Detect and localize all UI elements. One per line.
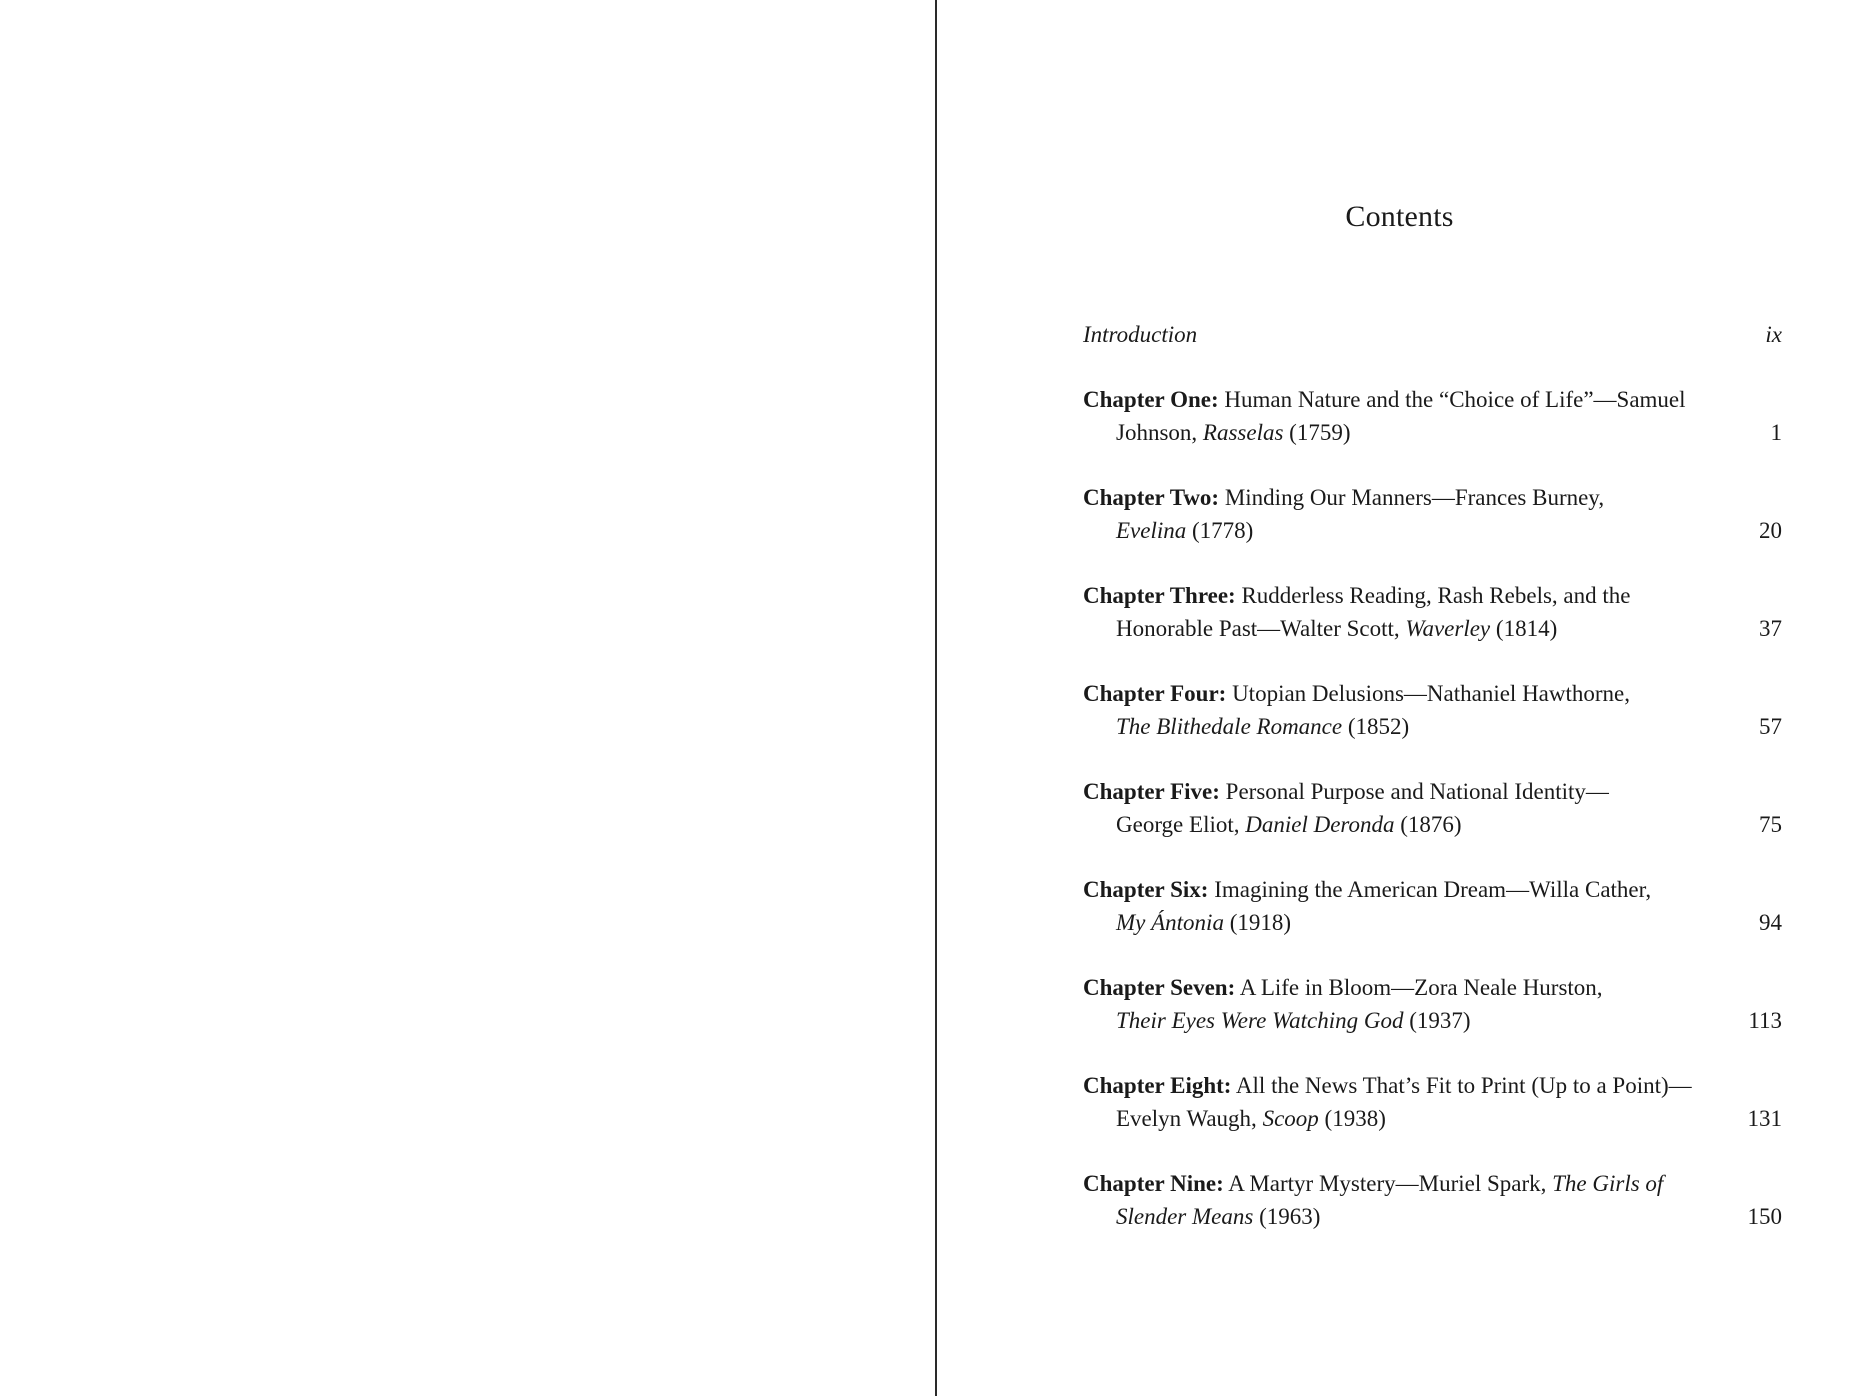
toc-entry-chapter-5: Chapter Five: Personal Purpose and National Identity— George Eliot, Daniel Deronda (1876) 75 xyxy=(1083,775,1782,841)
chapter-label: Chapter Eight: xyxy=(1083,1073,1232,1098)
toc-entry-page: 94 xyxy=(1759,910,1782,935)
toc-entry-page: 75 xyxy=(1759,812,1782,837)
chapter-label: Chapter Four: xyxy=(1083,681,1227,706)
chapter-title: Personal Purpose and National Identity— xyxy=(1219,779,1609,804)
toc-entry-chapter-2: Chapter Two: Minding Our Manners—Frances Burney, Evelina (1778) 20 xyxy=(1083,481,1782,547)
book-title: Waverley xyxy=(1405,616,1491,641)
book-title: Rasselas xyxy=(1202,420,1284,445)
toc-entry-chapter-6: Chapter Six: Imagining the American Dream—Willa Cather, My Ántonia (1918) 94 xyxy=(1083,873,1782,939)
toc-entry-page: 1 xyxy=(1770,420,1782,445)
book-title: Evelina xyxy=(1116,518,1187,543)
chapter-label: Chapter Three: xyxy=(1083,583,1236,608)
chapter-title: Utopian Delusions—Nathaniel Hawthorne, xyxy=(1226,681,1631,706)
table-of-contents xyxy=(1083,318,1782,1265)
chapter-label: Chapter One: xyxy=(1083,387,1219,412)
contents-heading: Contents xyxy=(1345,200,1454,233)
book-title: Scoop xyxy=(1262,1106,1319,1131)
toc-entry-chapter-9: Chapter Nine: A Martyr Mystery—Muriel Spark, The Girls of Slender Means (1963) 150 xyxy=(1083,1167,1782,1233)
toc-entry-page: 150 xyxy=(1747,1204,1782,1229)
book-title: The Blithedale Romance xyxy=(1116,714,1343,739)
toc-entry-page: 57 xyxy=(1759,714,1782,739)
chapter-label: Chapter Five: xyxy=(1083,779,1220,804)
toc-entry-title: Introduction xyxy=(1083,322,1198,347)
chapter-label: Chapter Seven: xyxy=(1083,975,1236,1000)
chapter-title: Imagining the American Dream—Willa Cather, xyxy=(1208,877,1652,902)
toc-entry-page: 131 xyxy=(1747,1106,1782,1131)
toc-entry-page: 20 xyxy=(1759,518,1782,543)
right-page xyxy=(937,0,1862,1396)
book-title: Daniel Deronda xyxy=(1245,812,1395,837)
toc-entry-page: 113 xyxy=(1748,1008,1782,1033)
toc-entry-page: ix xyxy=(1765,322,1782,347)
chapter-label: Chapter Six: xyxy=(1083,877,1209,902)
chapter-title: A Life in Bloom—Zora Neale Hurston, xyxy=(1235,975,1603,1000)
toc-entry-chapter-3: Chapter Three: Rudderless Reading, Rash Rebels, and the Honorable Past—Walter Scott, Waverley (1814) 37 xyxy=(1083,579,1782,645)
book-title: Slender Means xyxy=(1116,1204,1254,1229)
toc-entry-chapter-1: Chapter One: Human Nature and the “Choice of Life”—Samuel Johnson, Rasselas (1759) 1 xyxy=(1083,383,1782,449)
book-title: My Ántonia xyxy=(1116,910,1224,935)
chapter-title: Rudderless Reading, Rash Rebels, and the xyxy=(1235,583,1631,608)
toc-entry-introduction xyxy=(1083,318,1782,351)
chapter-title: Human Nature and the “Choice of Life”—Samuel xyxy=(1218,387,1686,412)
toc-entry-chapter-4: Chapter Four: Utopian Delusions—Nathaniel Hawthorne, The Blithedale Romance (1852) 57 xyxy=(1083,677,1782,743)
toc-entry-page: 37 xyxy=(1759,616,1782,641)
toc-entry-chapter-8: Chapter Eight: All the News That’s Fit to Print (Up to a Point)— Evelyn Waugh, Scoop (1938) 131 xyxy=(1083,1069,1782,1135)
chapter-label: Chapter Two: xyxy=(1083,485,1220,510)
book-title: The Girls of xyxy=(1552,1171,1664,1196)
toc-entry-chapter-7: Chapter Seven: A Life in Bloom—Zora Neale Hurston, Their Eyes Were Watching God (1937) 113 xyxy=(1083,971,1782,1037)
chapter-title: All the News That’s Fit to Print (Up to a Point)— xyxy=(1231,1073,1692,1098)
chapter-label: Chapter Nine: xyxy=(1083,1171,1224,1196)
book-title: Their Eyes Were Watching God xyxy=(1116,1008,1404,1033)
chapter-title: A Martyr Mystery—Muriel Spark, xyxy=(1223,1171,1553,1196)
chapter-title: Minding Our Manners—Frances Burney, xyxy=(1219,485,1605,510)
